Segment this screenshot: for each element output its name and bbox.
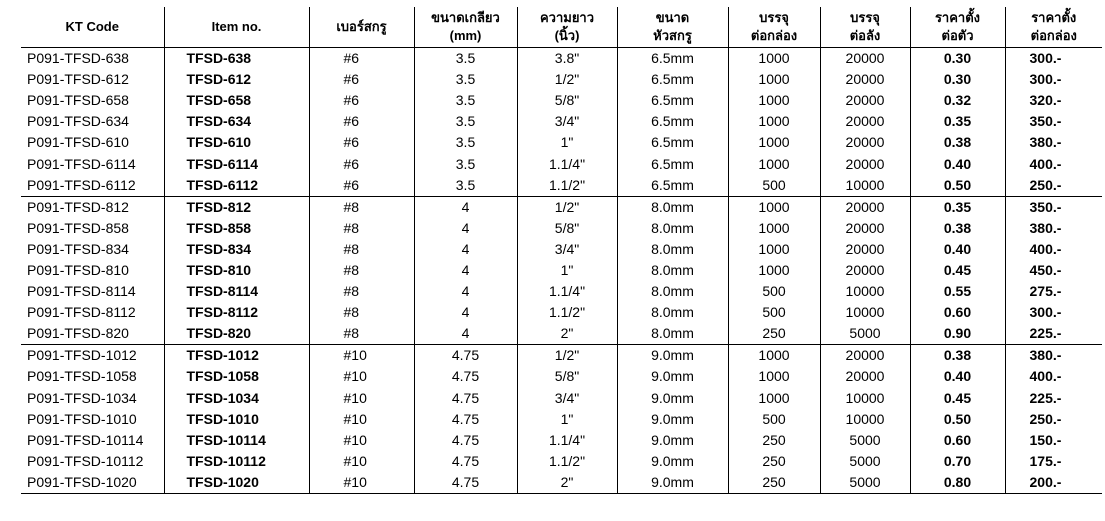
- header-per-box: [728, 7, 820, 48]
- screw-no-cell: #10: [309, 409, 414, 430]
- per-case-cell: 20000: [820, 90, 910, 111]
- thread-size-cell: 3.5: [414, 153, 517, 174]
- head-size-cell: 6.5mm: [617, 69, 728, 90]
- kt-code-cell: P091-TFSD-812: [21, 196, 164, 218]
- thread-size-cell: 4: [414, 323, 517, 345]
- screw-no-cell: #6: [309, 132, 414, 153]
- thread-size-cell: 4: [414, 281, 517, 302]
- price-box-cell: 320.-: [1005, 90, 1102, 111]
- screw-no-cell: #10: [309, 366, 414, 387]
- length-cell: 3.8": [517, 48, 617, 70]
- head-size-cell: 8.0mm: [617, 196, 728, 218]
- price-each-cell: 0.50: [910, 175, 1005, 197]
- price-each-cell: 0.32: [910, 90, 1005, 111]
- header-per-case: [820, 7, 910, 48]
- price-box-cell: 400.-: [1005, 239, 1102, 260]
- table-row: [21, 111, 1102, 132]
- thread-size-cell: 4.75: [414, 388, 517, 409]
- length-cell: 1.1/2": [517, 175, 617, 197]
- per-box-cell: 1000: [728, 196, 820, 218]
- per-box-cell: 1000: [728, 388, 820, 409]
- price-each-cell: 0.40: [910, 239, 1005, 260]
- kt-code-cell: P091-TFSD-834: [21, 239, 164, 260]
- table-row: [21, 260, 1102, 281]
- head-size-cell: 8.0mm: [617, 302, 728, 323]
- price-each-cell: 0.30: [910, 69, 1005, 90]
- price-each-cell: 0.38: [910, 132, 1005, 153]
- table-row: [21, 239, 1102, 260]
- price-each-cell: 0.35: [910, 196, 1005, 218]
- table-row: [21, 196, 1102, 218]
- head-size-cell: 9.0mm: [617, 366, 728, 387]
- per-case-cell: 5000: [820, 472, 910, 494]
- per-case-cell: 5000: [820, 430, 910, 451]
- per-case-cell: 20000: [820, 239, 910, 260]
- thread-size-cell: 3.5: [414, 69, 517, 90]
- per-box-cell: 1000: [728, 239, 820, 260]
- thread-size-cell: 4: [414, 302, 517, 323]
- price-each-cell: 0.45: [910, 388, 1005, 409]
- price-box-cell: 380.-: [1005, 218, 1102, 239]
- per-box-cell: 1000: [728, 260, 820, 281]
- price-each-cell: 0.40: [910, 153, 1005, 174]
- head-size-cell: 8.0mm: [617, 281, 728, 302]
- per-box-cell: 1000: [728, 132, 820, 153]
- price-each-cell: 0.80: [910, 472, 1005, 494]
- per-box-cell: 250: [728, 451, 820, 472]
- screw-no-cell: #10: [309, 388, 414, 409]
- price-box-cell: 300.-: [1005, 302, 1102, 323]
- length-cell: 3/4": [517, 111, 617, 132]
- item-no-cell: TFSD-612: [164, 69, 309, 90]
- thread-size-cell: 4.75: [414, 451, 517, 472]
- length-cell: 3/4": [517, 239, 617, 260]
- thread-size-cell: 4.75: [414, 345, 517, 367]
- length-cell: 3/4": [517, 388, 617, 409]
- screw-no-cell: #6: [309, 90, 414, 111]
- screw-no-cell: #6: [309, 153, 414, 174]
- kt-code-cell: P091-TFSD-610: [21, 132, 164, 153]
- per-case-cell: 20000: [820, 153, 910, 174]
- price-each-cell: 0.60: [910, 430, 1005, 451]
- thread-size-cell: 4: [414, 260, 517, 281]
- kt-code-cell: P091-TFSD-8112: [21, 302, 164, 323]
- per-case-cell: 20000: [820, 366, 910, 387]
- price-each-cell: 0.90: [910, 323, 1005, 345]
- head-size-cell: 6.5mm: [617, 90, 728, 111]
- header-per-case-line1: บรรจุ: [850, 10, 880, 25]
- table-row: [21, 366, 1102, 387]
- table-row: [21, 175, 1102, 197]
- thread-size-cell: 4: [414, 218, 517, 239]
- header-head-size: [617, 7, 728, 48]
- item-no-cell: TFSD-6112: [164, 175, 309, 197]
- per-case-cell: 5000: [820, 451, 910, 472]
- table-row: [21, 472, 1102, 494]
- per-case-cell: 10000: [820, 388, 910, 409]
- price-box-cell: 275.-: [1005, 281, 1102, 302]
- length-cell: 5/8": [517, 90, 617, 111]
- per-box-cell: 250: [728, 430, 820, 451]
- per-case-cell: 10000: [820, 175, 910, 197]
- header-price-each: [910, 7, 1005, 48]
- screw-no-cell: #10: [309, 430, 414, 451]
- screw-no-cell: #10: [309, 472, 414, 494]
- kt-code-cell: P091-TFSD-6114: [21, 153, 164, 174]
- thread-size-cell: 3.5: [414, 90, 517, 111]
- header-item-no: Item no.: [164, 7, 309, 48]
- head-size-cell: 9.0mm: [617, 451, 728, 472]
- price-box-cell: 380.-: [1005, 132, 1102, 153]
- price-box-cell: 300.-: [1005, 69, 1102, 90]
- header-thread-size-line1: ขนาดเกลียว: [431, 10, 500, 25]
- per-box-cell: 1000: [728, 218, 820, 239]
- per-box-cell: 500: [728, 409, 820, 430]
- price-each-cell: 0.50: [910, 409, 1005, 430]
- header-price-box-line2: ต่อกล่อง: [1030, 28, 1077, 43]
- item-no-cell: TFSD-1012: [164, 345, 309, 367]
- kt-code-cell: P091-TFSD-1020: [21, 472, 164, 494]
- price-box-cell: 250.-: [1005, 409, 1102, 430]
- price-table-container: [21, 7, 1102, 494]
- header-row: [21, 7, 1102, 48]
- kt-code-cell: P091-TFSD-810: [21, 260, 164, 281]
- length-cell: 1": [517, 132, 617, 153]
- price-each-cell: 0.55: [910, 281, 1005, 302]
- header-per-box-line2: ต่อกล่อง: [750, 28, 798, 43]
- price-box-cell: 450.-: [1005, 260, 1102, 281]
- table-row: [21, 90, 1102, 111]
- price-box-cell: 350.-: [1005, 196, 1102, 218]
- header-head-size-line1: ขนาด: [655, 10, 690, 25]
- head-size-cell: 9.0mm: [617, 430, 728, 451]
- per-case-cell: 10000: [820, 302, 910, 323]
- item-no-cell: TFSD-638: [164, 48, 309, 70]
- item-no-cell: TFSD-8114: [164, 281, 309, 302]
- head-size-cell: 8.0mm: [617, 218, 728, 239]
- table-row: [21, 281, 1102, 302]
- length-cell: 1/2": [517, 345, 617, 367]
- thread-size-cell: 4.75: [414, 409, 517, 430]
- length-cell: 1.1/4": [517, 153, 617, 174]
- header-price-each-line1: ราคาตั้ง: [934, 10, 981, 25]
- screw-no-cell: #10: [309, 345, 414, 367]
- per-box-cell: 500: [728, 281, 820, 302]
- item-no-cell: TFSD-610: [164, 132, 309, 153]
- item-no-cell: TFSD-812: [164, 196, 309, 218]
- length-cell: 1": [517, 260, 617, 281]
- per-case-cell: 10000: [820, 281, 910, 302]
- item-no-cell: TFSD-820: [164, 323, 309, 345]
- item-no-cell: TFSD-858: [164, 218, 309, 239]
- per-box-cell: 1000: [728, 366, 820, 387]
- thread-size-cell: 4.75: [414, 472, 517, 494]
- price-box-cell: 225.-: [1005, 323, 1102, 345]
- item-no-cell: TFSD-6114: [164, 153, 309, 174]
- head-size-cell: 8.0mm: [617, 260, 728, 281]
- head-size-cell: 6.5mm: [617, 153, 728, 174]
- price-box-cell: 175.-: [1005, 451, 1102, 472]
- kt-code-cell: P091-TFSD-1010: [21, 409, 164, 430]
- item-no-cell: TFSD-834: [164, 239, 309, 260]
- kt-code-cell: P091-TFSD-634: [21, 111, 164, 132]
- per-case-cell: 20000: [820, 218, 910, 239]
- item-no-cell: TFSD-658: [164, 90, 309, 111]
- kt-code-cell: P091-TFSD-1012: [21, 345, 164, 367]
- head-size-cell: 8.0mm: [617, 239, 728, 260]
- table-row: [21, 430, 1102, 451]
- kt-code-cell: P091-TFSD-10112: [21, 451, 164, 472]
- head-size-cell: 8.0mm: [617, 323, 728, 345]
- per-box-cell: 1000: [728, 153, 820, 174]
- table-row: [21, 69, 1102, 90]
- length-cell: 2": [517, 472, 617, 494]
- table-row: [21, 323, 1102, 345]
- length-cell: 1.1/4": [517, 430, 617, 451]
- header-per-box-line1: บรรจุ: [759, 10, 789, 25]
- thread-size-cell: 4.75: [414, 430, 517, 451]
- price-each-cell: 0.38: [910, 218, 1005, 239]
- price-table: [21, 7, 1102, 494]
- length-cell: 1/2": [517, 196, 617, 218]
- header-length-line1: ความยาว: [539, 10, 595, 25]
- screw-no-cell: #8: [309, 281, 414, 302]
- item-no-cell: TFSD-634: [164, 111, 309, 132]
- kt-code-cell: P091-TFSD-1034: [21, 388, 164, 409]
- table-row: [21, 388, 1102, 409]
- length-cell: 5/8": [517, 366, 617, 387]
- table-row: [21, 409, 1102, 430]
- head-size-cell: 6.5mm: [617, 175, 728, 197]
- item-no-cell: TFSD-1020: [164, 472, 309, 494]
- header-price-box-line1: ราคาตั้ง: [1031, 10, 1077, 25]
- kt-code-cell: P091-TFSD-638: [21, 48, 164, 70]
- head-size-cell: 6.5mm: [617, 132, 728, 153]
- item-no-cell: TFSD-10112: [164, 451, 309, 472]
- length-cell: 1.1/2": [517, 302, 617, 323]
- thread-size-cell: 3.5: [414, 48, 517, 70]
- item-no-cell: TFSD-1010: [164, 409, 309, 430]
- price-each-cell: 0.40: [910, 366, 1005, 387]
- kt-code-cell: P091-TFSD-858: [21, 218, 164, 239]
- table-body: [21, 48, 1102, 494]
- per-case-cell: 5000: [820, 323, 910, 345]
- kt-code-cell: P091-TFSD-658: [21, 90, 164, 111]
- price-box-cell: 150.-: [1005, 430, 1102, 451]
- thread-size-cell: 4: [414, 239, 517, 260]
- header-price-each-line2: ต่อตัว: [941, 28, 974, 43]
- per-box-cell: 1000: [728, 90, 820, 111]
- per-case-cell: 20000: [820, 48, 910, 70]
- length-cell: 1.1/4": [517, 281, 617, 302]
- table-row: [21, 153, 1102, 174]
- price-box-cell: 400.-: [1005, 366, 1102, 387]
- header-length: [517, 7, 617, 48]
- screw-no-cell: #8: [309, 218, 414, 239]
- price-box-cell: 250.-: [1005, 175, 1102, 197]
- table-row: [21, 451, 1102, 472]
- head-size-cell: 9.0mm: [617, 472, 728, 494]
- price-each-cell: 0.30: [910, 48, 1005, 70]
- length-cell: 2": [517, 323, 617, 345]
- price-each-cell: 0.45: [910, 260, 1005, 281]
- per-case-cell: 20000: [820, 111, 910, 132]
- screw-no-cell: #6: [309, 175, 414, 197]
- per-case-cell: 20000: [820, 345, 910, 367]
- header-length-line2: (นิ้ว): [554, 28, 580, 43]
- price-each-cell: 0.35: [910, 111, 1005, 132]
- thread-size-cell: 3.5: [414, 132, 517, 153]
- per-box-cell: 500: [728, 175, 820, 197]
- screw-no-cell: #8: [309, 302, 414, 323]
- table-row: [21, 218, 1102, 239]
- price-box-cell: 225.-: [1005, 388, 1102, 409]
- kt-code-cell: P091-TFSD-820: [21, 323, 164, 345]
- kt-code-cell: P091-TFSD-6112: [21, 175, 164, 197]
- price-box-cell: 400.-: [1005, 153, 1102, 174]
- item-no-cell: TFSD-810: [164, 260, 309, 281]
- price-box-cell: 350.-: [1005, 111, 1102, 132]
- screw-no-cell: #8: [309, 323, 414, 345]
- per-case-cell: 20000: [820, 69, 910, 90]
- head-size-cell: 9.0mm: [617, 388, 728, 409]
- screw-no-cell: #8: [309, 239, 414, 260]
- screw-no-cell: #6: [309, 69, 414, 90]
- length-cell: 1/2": [517, 69, 617, 90]
- head-size-cell: 9.0mm: [617, 409, 728, 430]
- price-each-cell: 0.60: [910, 302, 1005, 323]
- price-box-cell: 380.-: [1005, 345, 1102, 367]
- head-size-cell: 9.0mm: [617, 345, 728, 367]
- screw-no-cell: #8: [309, 196, 414, 218]
- table-row: [21, 132, 1102, 153]
- per-box-cell: 1000: [728, 345, 820, 367]
- thread-size-cell: 4.75: [414, 366, 517, 387]
- price-box-cell: 300.-: [1005, 48, 1102, 70]
- header-head-size-line2: หัวสกรู: [653, 28, 692, 43]
- item-no-cell: TFSD-10114: [164, 430, 309, 451]
- header-per-case-line2: ต่อลัง: [849, 28, 881, 43]
- thread-size-cell: 3.5: [414, 111, 517, 132]
- head-size-cell: 6.5mm: [617, 48, 728, 70]
- head-size-cell: 6.5mm: [617, 111, 728, 132]
- per-box-cell: 250: [728, 323, 820, 345]
- per-case-cell: 20000: [820, 132, 910, 153]
- screw-no-cell: #6: [309, 48, 414, 70]
- header-price-box: [1005, 7, 1102, 48]
- per-case-cell: 20000: [820, 196, 910, 218]
- table-row: [21, 302, 1102, 323]
- per-box-cell: 500: [728, 302, 820, 323]
- per-case-cell: 20000: [820, 260, 910, 281]
- header-kt-code: KT Code: [21, 7, 164, 48]
- screw-no-cell: #10: [309, 451, 414, 472]
- header-thread-size: [414, 7, 517, 48]
- kt-code-cell: P091-TFSD-10114: [21, 430, 164, 451]
- price-each-cell: 0.70: [910, 451, 1005, 472]
- item-no-cell: TFSD-1034: [164, 388, 309, 409]
- per-box-cell: 250: [728, 472, 820, 494]
- length-cell: 1": [517, 409, 617, 430]
- kt-code-cell: P091-TFSD-1058: [21, 366, 164, 387]
- per-box-cell: 1000: [728, 48, 820, 70]
- table-row: [21, 48, 1102, 70]
- kt-code-cell: P091-TFSD-612: [21, 69, 164, 90]
- thread-size-cell: 3.5: [414, 175, 517, 197]
- table-row: [21, 345, 1102, 367]
- per-case-cell: 10000: [820, 409, 910, 430]
- per-box-cell: 1000: [728, 111, 820, 132]
- screw-no-cell: #6: [309, 111, 414, 132]
- price-each-cell: 0.38: [910, 345, 1005, 367]
- length-cell: 1.1/2": [517, 451, 617, 472]
- screw-no-cell: #8: [309, 260, 414, 281]
- price-box-cell: 200.-: [1005, 472, 1102, 494]
- per-box-cell: 1000: [728, 69, 820, 90]
- header-thread-size-line2: (mm): [449, 28, 482, 43]
- header-screw-no: เบอร์สกรู: [309, 7, 414, 48]
- kt-code-cell: P091-TFSD-8114: [21, 281, 164, 302]
- thread-size-cell: 4: [414, 196, 517, 218]
- item-no-cell: TFSD-1058: [164, 366, 309, 387]
- length-cell: 5/8": [517, 218, 617, 239]
- item-no-cell: TFSD-8112: [164, 302, 309, 323]
